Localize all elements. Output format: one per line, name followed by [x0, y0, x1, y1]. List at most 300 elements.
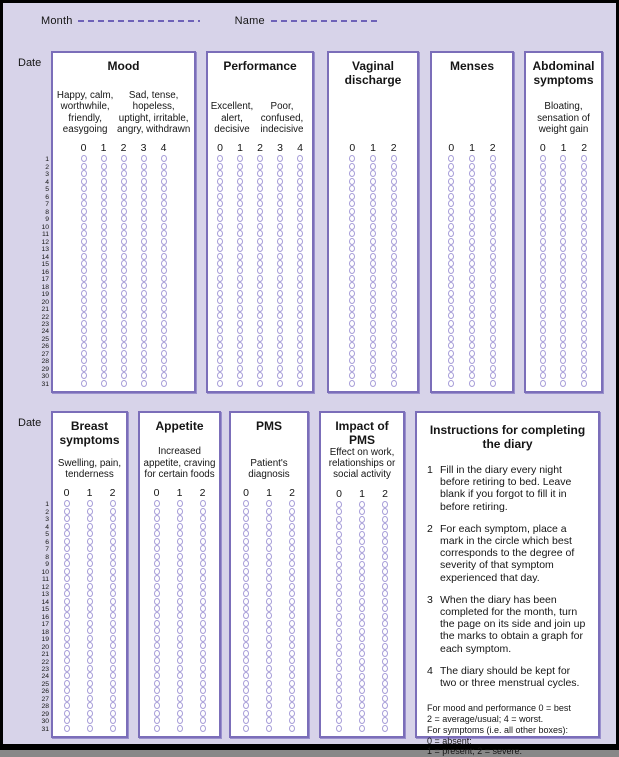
symptom-circle[interactable]	[560, 223, 566, 230]
symptom-circle[interactable]	[359, 665, 365, 672]
symptom-circle[interactable]	[243, 590, 249, 597]
symptom-circle[interactable]	[469, 260, 475, 267]
symptom-circle[interactable]	[448, 357, 454, 364]
symptom-circle[interactable]	[237, 170, 243, 177]
symptom-circle[interactable]	[110, 642, 116, 649]
symptom-circle[interactable]	[469, 253, 475, 260]
symptom-circle[interactable]	[141, 230, 147, 237]
symptom-circle[interactable]	[87, 717, 93, 724]
symptom-circle[interactable]	[469, 223, 475, 230]
symptom-circle[interactable]	[277, 380, 283, 387]
symptom-circle[interactable]	[266, 605, 272, 612]
symptom-circle[interactable]	[382, 501, 388, 508]
symptom-circle[interactable]	[200, 538, 206, 545]
symptom-circle[interactable]	[243, 620, 249, 627]
symptom-circle[interactable]	[64, 500, 70, 507]
symptom-circle[interactable]	[257, 372, 263, 379]
symptom-circle[interactable]	[154, 508, 160, 515]
symptom-circle[interactable]	[110, 560, 116, 567]
symptom-circle[interactable]	[243, 560, 249, 567]
symptom-circle[interactable]	[243, 672, 249, 679]
symptom-circle[interactable]	[121, 185, 127, 192]
symptom-circle[interactable]	[469, 357, 475, 364]
symptom-circle[interactable]	[177, 657, 183, 664]
symptom-circle[interactable]	[266, 702, 272, 709]
symptom-circle[interactable]	[391, 342, 397, 349]
symptom-circle[interactable]	[336, 680, 342, 687]
symptom-circle[interactable]	[266, 642, 272, 649]
symptom-circle[interactable]	[121, 320, 127, 327]
symptom-circle[interactable]	[370, 193, 376, 200]
symptom-circle[interactable]	[177, 695, 183, 702]
symptom-circle[interactable]	[121, 335, 127, 342]
symptom-circle[interactable]	[349, 312, 355, 319]
symptom-circle[interactable]	[289, 560, 295, 567]
symptom-circle[interactable]	[370, 365, 376, 372]
symptom-circle[interactable]	[560, 163, 566, 170]
symptom-circle[interactable]	[161, 178, 167, 185]
symptom-circle[interactable]	[101, 155, 107, 162]
symptom-circle[interactable]	[359, 680, 365, 687]
symptom-circle[interactable]	[101, 327, 107, 334]
symptom-circle[interactable]	[81, 215, 87, 222]
symptom-circle[interactable]	[257, 305, 263, 312]
symptom-circle[interactable]	[177, 672, 183, 679]
symptom-circle[interactable]	[257, 200, 263, 207]
symptom-circle[interactable]	[391, 320, 397, 327]
symptom-circle[interactable]	[349, 335, 355, 342]
symptom-circle[interactable]	[297, 178, 303, 185]
symptom-circle[interactable]	[217, 155, 223, 162]
symptom-circle[interactable]	[200, 605, 206, 612]
symptom-circle[interactable]	[349, 297, 355, 304]
symptom-circle[interactable]	[217, 245, 223, 252]
symptom-circle[interactable]	[87, 612, 93, 619]
symptom-circle[interactable]	[87, 545, 93, 552]
symptom-circle[interactable]	[217, 290, 223, 297]
symptom-circle[interactable]	[64, 620, 70, 627]
symptom-circle[interactable]	[540, 260, 546, 267]
symptom-circle[interactable]	[217, 365, 223, 372]
symptom-circle[interactable]	[81, 282, 87, 289]
symptom-circle[interactable]	[277, 350, 283, 357]
symptom-circle[interactable]	[266, 717, 272, 724]
symptom-circle[interactable]	[277, 208, 283, 215]
symptom-circle[interactable]	[141, 155, 147, 162]
symptom-circle[interactable]	[391, 365, 397, 372]
symptom-circle[interactable]	[336, 598, 342, 605]
symptom-circle[interactable]	[217, 215, 223, 222]
symptom-circle[interactable]	[266, 598, 272, 605]
symptom-circle[interactable]	[391, 223, 397, 230]
symptom-circle[interactable]	[289, 687, 295, 694]
symptom-circle[interactable]	[154, 695, 160, 702]
symptom-circle[interactable]	[560, 178, 566, 185]
symptom-circle[interactable]	[297, 297, 303, 304]
symptom-circle[interactable]	[289, 702, 295, 709]
symptom-circle[interactable]	[266, 635, 272, 642]
symptom-circle[interactable]	[277, 260, 283, 267]
symptom-circle[interactable]	[370, 223, 376, 230]
symptom-circle[interactable]	[540, 170, 546, 177]
symptom-circle[interactable]	[297, 305, 303, 312]
symptom-circle[interactable]	[217, 260, 223, 267]
symptom-circle[interactable]	[370, 163, 376, 170]
symptom-circle[interactable]	[370, 245, 376, 252]
symptom-circle[interactable]	[359, 508, 365, 515]
symptom-circle[interactable]	[110, 508, 116, 515]
symptom-circle[interactable]	[469, 178, 475, 185]
symptom-circle[interactable]	[101, 357, 107, 364]
symptom-circle[interactable]	[336, 702, 342, 709]
symptom-circle[interactable]	[110, 530, 116, 537]
symptom-circle[interactable]	[391, 267, 397, 274]
symptom-circle[interactable]	[217, 305, 223, 312]
symptom-circle[interactable]	[289, 583, 295, 590]
symptom-circle[interactable]	[391, 230, 397, 237]
symptom-circle[interactable]	[237, 260, 243, 267]
symptom-circle[interactable]	[110, 575, 116, 582]
symptom-circle[interactable]	[581, 245, 587, 252]
symptom-circle[interactable]	[243, 538, 249, 545]
symptom-circle[interactable]	[237, 238, 243, 245]
symptom-circle[interactable]	[243, 605, 249, 612]
symptom-circle[interactable]	[349, 282, 355, 289]
symptom-circle[interactable]	[349, 305, 355, 312]
symptom-circle[interactable]	[359, 561, 365, 568]
symptom-circle[interactable]	[382, 710, 388, 717]
symptom-circle[interactable]	[289, 508, 295, 515]
symptom-circle[interactable]	[391, 372, 397, 379]
symptom-circle[interactable]	[382, 605, 388, 612]
symptom-circle[interactable]	[243, 508, 249, 515]
symptom-circle[interactable]	[257, 365, 263, 372]
symptom-circle[interactable]	[177, 710, 183, 717]
symptom-circle[interactable]	[560, 215, 566, 222]
symptom-circle[interactable]	[87, 635, 93, 642]
month-input-line[interactable]	[78, 20, 200, 22]
symptom-circle[interactable]	[110, 635, 116, 642]
symptom-circle[interactable]	[297, 200, 303, 207]
symptom-circle[interactable]	[370, 185, 376, 192]
symptom-circle[interactable]	[581, 380, 587, 387]
symptom-circle[interactable]	[200, 583, 206, 590]
symptom-circle[interactable]	[243, 575, 249, 582]
symptom-circle[interactable]	[64, 642, 70, 649]
symptom-circle[interactable]	[359, 673, 365, 680]
symptom-circle[interactable]	[81, 327, 87, 334]
symptom-circle[interactable]	[349, 275, 355, 282]
symptom-circle[interactable]	[81, 342, 87, 349]
symptom-circle[interactable]	[121, 365, 127, 372]
symptom-circle[interactable]	[87, 710, 93, 717]
symptom-circle[interactable]	[64, 680, 70, 687]
symptom-circle[interactable]	[448, 238, 454, 245]
symptom-circle[interactable]	[448, 275, 454, 282]
symptom-circle[interactable]	[200, 672, 206, 679]
symptom-circle[interactable]	[349, 372, 355, 379]
symptom-circle[interactable]	[154, 500, 160, 507]
symptom-circle[interactable]	[448, 253, 454, 260]
symptom-circle[interactable]	[289, 530, 295, 537]
symptom-circle[interactable]	[382, 658, 388, 665]
symptom-circle[interactable]	[101, 290, 107, 297]
symptom-circle[interactable]	[87, 590, 93, 597]
symptom-circle[interactable]	[161, 223, 167, 230]
symptom-circle[interactable]	[469, 350, 475, 357]
symptom-circle[interactable]	[448, 380, 454, 387]
symptom-circle[interactable]	[448, 245, 454, 252]
symptom-circle[interactable]	[81, 275, 87, 282]
symptom-circle[interactable]	[336, 501, 342, 508]
symptom-circle[interactable]	[448, 365, 454, 372]
symptom-circle[interactable]	[540, 290, 546, 297]
symptom-circle[interactable]	[64, 530, 70, 537]
symptom-circle[interactable]	[87, 575, 93, 582]
symptom-circle[interactable]	[257, 178, 263, 185]
symptom-circle[interactable]	[101, 350, 107, 357]
symptom-circle[interactable]	[469, 215, 475, 222]
symptom-circle[interactable]	[391, 170, 397, 177]
symptom-circle[interactable]	[154, 530, 160, 537]
symptom-circle[interactable]	[110, 695, 116, 702]
symptom-circle[interactable]	[154, 627, 160, 634]
symptom-circle[interactable]	[81, 297, 87, 304]
symptom-circle[interactable]	[382, 553, 388, 560]
symptom-circle[interactable]	[266, 672, 272, 679]
symptom-circle[interactable]	[141, 342, 147, 349]
symptom-circle[interactable]	[289, 695, 295, 702]
symptom-circle[interactable]	[540, 312, 546, 319]
symptom-circle[interactable]	[81, 320, 87, 327]
symptom-circle[interactable]	[297, 170, 303, 177]
symptom-circle[interactable]	[257, 357, 263, 364]
symptom-circle[interactable]	[289, 575, 295, 582]
symptom-circle[interactable]	[177, 605, 183, 612]
symptom-circle[interactable]	[177, 717, 183, 724]
symptom-circle[interactable]	[141, 327, 147, 334]
symptom-circle[interactable]	[177, 680, 183, 687]
symptom-circle[interactable]	[336, 605, 342, 612]
symptom-circle[interactable]	[336, 687, 342, 694]
symptom-circle[interactable]	[370, 282, 376, 289]
symptom-circle[interactable]	[469, 290, 475, 297]
symptom-circle[interactable]	[81, 163, 87, 170]
symptom-circle[interactable]	[336, 561, 342, 568]
symptom-circle[interactable]	[110, 665, 116, 672]
symptom-circle[interactable]	[560, 155, 566, 162]
symptom-circle[interactable]	[121, 357, 127, 364]
symptom-circle[interactable]	[391, 290, 397, 297]
symptom-circle[interactable]	[87, 605, 93, 612]
symptom-circle[interactable]	[266, 530, 272, 537]
symptom-circle[interactable]	[469, 335, 475, 342]
symptom-circle[interactable]	[391, 282, 397, 289]
symptom-circle[interactable]	[87, 515, 93, 522]
symptom-circle[interactable]	[359, 575, 365, 582]
symptom-circle[interactable]	[64, 695, 70, 702]
symptom-circle[interactable]	[540, 208, 546, 215]
symptom-circle[interactable]	[141, 357, 147, 364]
symptom-circle[interactable]	[469, 267, 475, 274]
symptom-circle[interactable]	[382, 516, 388, 523]
symptom-circle[interactable]	[349, 178, 355, 185]
symptom-circle[interactable]	[81, 372, 87, 379]
symptom-circle[interactable]	[289, 665, 295, 672]
symptom-circle[interactable]	[161, 208, 167, 215]
symptom-circle[interactable]	[81, 223, 87, 230]
symptom-circle[interactable]	[243, 627, 249, 634]
symptom-circle[interactable]	[297, 223, 303, 230]
symptom-circle[interactable]	[391, 193, 397, 200]
symptom-circle[interactable]	[200, 710, 206, 717]
symptom-circle[interactable]	[257, 380, 263, 387]
symptom-circle[interactable]	[121, 312, 127, 319]
symptom-circle[interactable]	[177, 523, 183, 530]
symptom-circle[interactable]	[581, 335, 587, 342]
symptom-circle[interactable]	[540, 335, 546, 342]
symptom-circle[interactable]	[382, 546, 388, 553]
symptom-circle[interactable]	[161, 282, 167, 289]
symptom-circle[interactable]	[177, 598, 183, 605]
symptom-circle[interactable]	[289, 590, 295, 597]
symptom-circle[interactable]	[177, 530, 183, 537]
symptom-circle[interactable]	[243, 695, 249, 702]
symptom-circle[interactable]	[469, 185, 475, 192]
symptom-circle[interactable]	[121, 297, 127, 304]
symptom-circle[interactable]	[277, 372, 283, 379]
symptom-circle[interactable]	[540, 163, 546, 170]
symptom-circle[interactable]	[336, 717, 342, 724]
symptom-circle[interactable]	[101, 230, 107, 237]
symptom-circle[interactable]	[391, 253, 397, 260]
symptom-circle[interactable]	[87, 598, 93, 605]
symptom-circle[interactable]	[469, 193, 475, 200]
symptom-circle[interactable]	[141, 193, 147, 200]
symptom-circle[interactable]	[81, 350, 87, 357]
symptom-circle[interactable]	[289, 725, 295, 732]
symptom-circle[interactable]	[243, 515, 249, 522]
symptom-circle[interactable]	[161, 170, 167, 177]
symptom-circle[interactable]	[490, 185, 496, 192]
symptom-circle[interactable]	[277, 327, 283, 334]
symptom-circle[interactable]	[382, 695, 388, 702]
symptom-circle[interactable]	[110, 500, 116, 507]
symptom-circle[interactable]	[391, 238, 397, 245]
symptom-circle[interactable]	[560, 267, 566, 274]
symptom-circle[interactable]	[490, 297, 496, 304]
symptom-circle[interactable]	[266, 725, 272, 732]
symptom-circle[interactable]	[266, 650, 272, 657]
symptom-circle[interactable]	[581, 238, 587, 245]
symptom-circle[interactable]	[540, 380, 546, 387]
symptom-circle[interactable]	[289, 605, 295, 612]
symptom-circle[interactable]	[391, 155, 397, 162]
symptom-circle[interactable]	[370, 260, 376, 267]
symptom-circle[interactable]	[177, 545, 183, 552]
symptom-circle[interactable]	[359, 710, 365, 717]
symptom-circle[interactable]	[336, 725, 342, 732]
symptom-circle[interactable]	[266, 553, 272, 560]
symptom-circle[interactable]	[448, 320, 454, 327]
symptom-circle[interactable]	[289, 568, 295, 575]
symptom-circle[interactable]	[349, 253, 355, 260]
symptom-circle[interactable]	[560, 342, 566, 349]
symptom-circle[interactable]	[243, 530, 249, 537]
symptom-circle[interactable]	[154, 710, 160, 717]
symptom-circle[interactable]	[110, 650, 116, 657]
symptom-circle[interactable]	[448, 208, 454, 215]
symptom-circle[interactable]	[217, 357, 223, 364]
symptom-circle[interactable]	[581, 193, 587, 200]
symptom-circle[interactable]	[237, 320, 243, 327]
symptom-circle[interactable]	[336, 658, 342, 665]
symptom-circle[interactable]	[370, 357, 376, 364]
symptom-circle[interactable]	[359, 695, 365, 702]
symptom-circle[interactable]	[237, 163, 243, 170]
symptom-circle[interactable]	[257, 350, 263, 357]
symptom-circle[interactable]	[469, 163, 475, 170]
symptom-circle[interactable]	[370, 290, 376, 297]
symptom-circle[interactable]	[490, 380, 496, 387]
symptom-circle[interactable]	[266, 583, 272, 590]
symptom-circle[interactable]	[448, 342, 454, 349]
symptom-circle[interactable]	[237, 253, 243, 260]
symptom-circle[interactable]	[121, 260, 127, 267]
symptom-circle[interactable]	[297, 193, 303, 200]
symptom-circle[interactable]	[448, 335, 454, 342]
symptom-circle[interactable]	[560, 327, 566, 334]
symptom-circle[interactable]	[87, 702, 93, 709]
symptom-circle[interactable]	[121, 155, 127, 162]
symptom-circle[interactable]	[177, 725, 183, 732]
symptom-circle[interactable]	[200, 665, 206, 672]
symptom-circle[interactable]	[87, 695, 93, 702]
symptom-circle[interactable]	[177, 627, 183, 634]
symptom-circle[interactable]	[87, 500, 93, 507]
symptom-circle[interactable]	[243, 710, 249, 717]
symptom-circle[interactable]	[540, 253, 546, 260]
symptom-circle[interactable]	[448, 170, 454, 177]
symptom-circle[interactable]	[490, 267, 496, 274]
symptom-circle[interactable]	[81, 357, 87, 364]
symptom-circle[interactable]	[336, 531, 342, 538]
symptom-circle[interactable]	[110, 672, 116, 679]
symptom-circle[interactable]	[110, 702, 116, 709]
symptom-circle[interactable]	[382, 665, 388, 672]
symptom-circle[interactable]	[237, 365, 243, 372]
symptom-circle[interactable]	[297, 365, 303, 372]
symptom-circle[interactable]	[154, 590, 160, 597]
symptom-circle[interactable]	[391, 200, 397, 207]
symptom-circle[interactable]	[297, 185, 303, 192]
symptom-circle[interactable]	[200, 642, 206, 649]
symptom-circle[interactable]	[382, 561, 388, 568]
symptom-circle[interactable]	[469, 320, 475, 327]
symptom-circle[interactable]	[121, 245, 127, 252]
symptom-circle[interactable]	[237, 342, 243, 349]
symptom-circle[interactable]	[336, 583, 342, 590]
symptom-circle[interactable]	[289, 612, 295, 619]
symptom-circle[interactable]	[154, 680, 160, 687]
symptom-circle[interactable]	[469, 230, 475, 237]
symptom-circle[interactable]	[141, 200, 147, 207]
symptom-circle[interactable]	[177, 687, 183, 694]
symptom-circle[interactable]	[87, 672, 93, 679]
symptom-circle[interactable]	[297, 342, 303, 349]
symptom-circle[interactable]	[200, 545, 206, 552]
symptom-circle[interactable]	[87, 523, 93, 530]
